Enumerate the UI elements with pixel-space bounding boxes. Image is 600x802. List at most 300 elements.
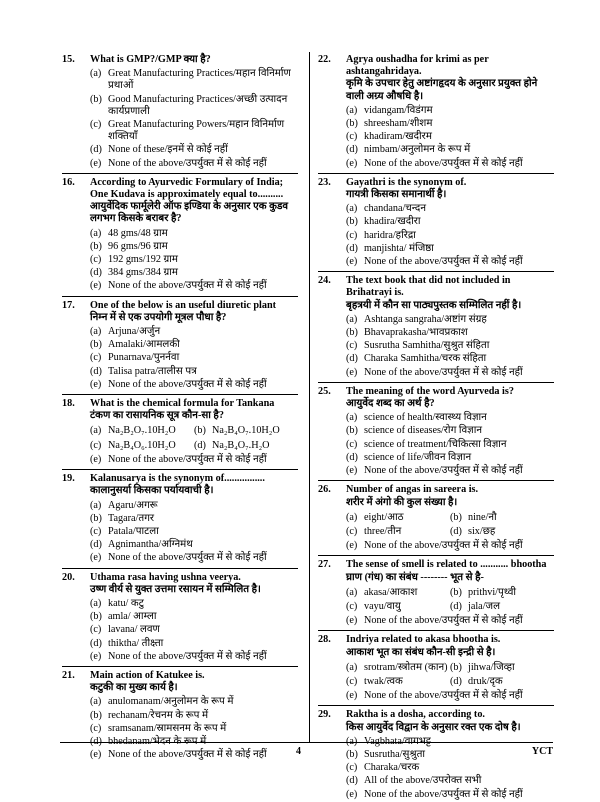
option-letter: (d) (450, 600, 462, 612)
question-number: 25. (318, 385, 331, 397)
question-text-line: What is GMP?/GMP क्या है? (90, 54, 211, 65)
question-separator (318, 271, 554, 272)
question-number: 29. (318, 709, 331, 721)
answer-option (90, 68, 298, 92)
option-letter: (b) (90, 93, 102, 105)
answer-option (450, 512, 554, 524)
option-text: None of the above/उपर्युक्त में से कोई नहीं (108, 280, 267, 292)
answer-option (346, 340, 554, 352)
option-text: Vagbhata/वागभट्ट (364, 735, 431, 747)
question-text-line: आयुर्वेद शब्द का अर्थ है? (346, 398, 435, 410)
question-number: 28. (318, 634, 331, 646)
question-text-line: What is the chemical formula for Tankana (90, 398, 275, 410)
answer-option (90, 598, 298, 610)
option-letter: (d) (346, 451, 358, 463)
option-text: None of the above/उपर्युक्त में से कोई नहीं (108, 378, 267, 390)
answer-option (346, 676, 450, 688)
option-letter: (a) (346, 735, 358, 747)
answer-option (346, 465, 554, 477)
answer-option (90, 339, 298, 351)
option-text: Susrutha/सुश्रुता (364, 748, 426, 760)
option-letter: (d) (450, 525, 462, 537)
question-text (346, 177, 554, 201)
question-text-line: Number of angas in sareera is. (346, 484, 479, 496)
options-list (90, 326, 298, 391)
option-letter: (b) (194, 425, 206, 437)
question-text-line: Gayathri is the synonym of. (346, 176, 467, 188)
question-text (346, 275, 554, 312)
option-letter: (e) (346, 690, 358, 702)
option-text: Great Manufacturing Practices/महान विनिर्माण प्रथाओं (108, 68, 291, 92)
option-text: chandana/चन्दन (364, 203, 426, 215)
option-letter: (a) (90, 597, 102, 609)
answer-option (346, 775, 554, 787)
option-text: Great Manufacturing Powers/महान विनिर्माण शक्तियाँ (108, 119, 285, 143)
question-item (62, 300, 298, 391)
option-letter: (b) (90, 512, 102, 524)
question-number: 17. (62, 299, 75, 311)
question-item (62, 54, 298, 170)
column-divider (309, 52, 310, 742)
option-text: vidangam/विडंगम (364, 104, 433, 116)
question-text-line: बृहत्रयी में कौन सा पाठ्यपुस्तक सम्मिलित नहीं है। (346, 299, 522, 311)
option-text: three/तीन (364, 525, 402, 537)
question-item (318, 484, 554, 552)
question-text (90, 54, 298, 66)
answer-option (346, 526, 450, 538)
options-list (90, 68, 298, 170)
option-letter: (a) (90, 326, 102, 338)
option-letter: (d) (90, 539, 102, 551)
answer-option (346, 327, 554, 339)
option-text: None of the above/उपर्युक्त में से कोई नहीं (108, 157, 267, 169)
answer-option (90, 611, 298, 623)
answer-option (450, 662, 554, 674)
answer-option (90, 651, 298, 663)
publisher-brand: YCT (531, 746, 553, 757)
option-text: None of the above/उपर्युक्त में से कोई नहीं (364, 788, 523, 800)
answer-option (90, 267, 298, 279)
option-text: None of the above/उपर्युक्त में से कोई नहीं (364, 690, 523, 702)
options-list (346, 736, 554, 801)
answer-option (346, 353, 554, 365)
question-separator (62, 296, 298, 297)
answer-option (90, 228, 298, 240)
option-letter: (b) (346, 748, 358, 760)
option-text: rechanam/रेचनम के रूप में (108, 709, 209, 721)
question-item (62, 670, 298, 761)
answer-option (90, 624, 298, 636)
option-letter: (d) (346, 775, 358, 787)
option-text: nine/नौ (468, 511, 497, 523)
option-text: Na₂B₄O₇.10H₂O (212, 425, 280, 437)
option-text: druk/दृक (468, 675, 503, 687)
option-letter: (a) (346, 203, 358, 215)
option-letter: (c) (90, 119, 102, 131)
option-text: thiktha/ तीक्ष्ता (108, 637, 164, 649)
answer-option (346, 314, 554, 326)
option-text: None of the above/उपर्युक्त में से कोई नहीं (108, 453, 267, 465)
options-list (90, 228, 298, 293)
question-separator (318, 480, 554, 481)
question-text-line: किस आयुर्वेद विद्वान के अनुसार रक्त एक दोष है। (346, 721, 521, 733)
option-text: nimbam/अनुलोमन के रूप में (364, 144, 471, 156)
question-text (346, 634, 554, 658)
answer-option (90, 513, 298, 525)
option-letter: (e) (90, 453, 102, 465)
option-letter: (b) (450, 661, 462, 673)
question-separator (62, 469, 298, 470)
question-text-line: Raktha is a dosha, according to. (346, 709, 485, 721)
option-letter: (c) (90, 722, 102, 734)
option-text: vayu/वायु (364, 600, 401, 612)
options-row (346, 525, 554, 539)
question-text-line: कटुकी का मुख्य कार्य है। (90, 682, 178, 694)
right-column (318, 54, 554, 802)
option-letter: (a) (90, 499, 102, 511)
answer-option (346, 662, 450, 674)
question-number: 26. (318, 484, 331, 496)
question-text-line: According to Ayurvedic Formulary of India; One Kudava is approximately equal to.......... (90, 176, 284, 201)
answer-option (90, 539, 298, 551)
answer-option (346, 216, 554, 228)
answer-option (346, 587, 450, 599)
answer-option (90, 526, 298, 538)
question-text-line: शरीर में अंगो की कुल संख्या है। (346, 496, 458, 508)
option-letter: (c) (346, 131, 358, 143)
option-text: None of these/इनमें से कोई नहीं (108, 144, 228, 156)
question-item (318, 559, 554, 627)
question-page (60, 52, 553, 800)
answer-option (90, 710, 298, 722)
question-number: 16. (62, 176, 75, 188)
answer-option (90, 326, 298, 338)
options-row (346, 600, 554, 614)
option-letter: (d) (90, 267, 102, 279)
option-text: None of the above/उपर्युक्त में से कोई नहीं (108, 552, 267, 564)
option-letter: (a) (346, 104, 358, 116)
options-row (346, 661, 554, 675)
option-text: 96 gms/96 ग्राम (108, 240, 168, 252)
option-letter: (e) (90, 280, 102, 292)
option-text: Good Manufacturing Practices/अच्छी उत्पादन कार्यप्रणाली (108, 93, 288, 117)
option-text: Bhavaprakasha/भावप्रकाश (364, 327, 468, 339)
options-row (90, 439, 298, 453)
option-text: Amalaki/आमलकी (108, 339, 180, 351)
options-list (346, 203, 554, 268)
question-item (62, 398, 298, 466)
footer-rule (60, 742, 553, 743)
option-letter: (a) (90, 68, 102, 80)
question-item (318, 54, 554, 170)
answer-option (346, 512, 450, 524)
option-text: science of health/स्वास्थ्य विज्ञान (364, 412, 487, 424)
option-letter: (c) (346, 762, 358, 774)
question-number: 19. (62, 473, 75, 485)
option-letter: (d) (346, 353, 358, 365)
question-text (90, 177, 298, 226)
option-text: Agaru/अगरू (108, 499, 158, 511)
answer-option (90, 280, 298, 292)
options-list (90, 696, 298, 761)
option-letter: (e) (346, 256, 358, 268)
option-letter: (a) (346, 412, 358, 424)
options-list (346, 105, 554, 170)
option-letter: (a) (346, 586, 358, 598)
question-text-line: टंकण का रासायनिक सूत्र कौन-सा है? (90, 410, 224, 422)
option-text: None of the above/उपर्युक्त में से कोई नहीं (364, 256, 523, 268)
answer-option (346, 158, 554, 170)
option-letter: (b) (346, 327, 358, 339)
answer-option (90, 425, 194, 437)
option-letter: (c) (346, 229, 358, 241)
question-item (318, 386, 554, 477)
answer-option (450, 526, 554, 538)
option-text: Na₂B₄O₆.10H₂O (108, 439, 176, 451)
answer-option (346, 690, 554, 702)
option-text: six/छह (468, 525, 496, 537)
question-text-line: The text book that did not included in Brihatrayi is. (346, 275, 511, 299)
option-text: Patala/पाटला (108, 525, 159, 537)
answer-option (90, 723, 298, 735)
answer-option (346, 105, 554, 117)
option-letter: (b) (90, 709, 102, 721)
options-row (346, 586, 554, 600)
option-text: manjishta/ मंजिष्ठा (364, 242, 434, 254)
option-text: 384 gms/384 ग्राम (108, 267, 178, 279)
option-text: haridra/हरिद्रा (364, 229, 416, 241)
question-number: 24. (318, 275, 331, 287)
question-text-line: आयुर्वेदिक फार्मूलेरी ऑफ इण्डिया के अनुसार एक कुडव लगभग किसके बराबर है? (90, 201, 289, 225)
question-separator (318, 705, 554, 706)
answer-option (346, 615, 554, 627)
option-text: Ashtanga sangraha/अष्टांग संग्रह (364, 313, 487, 325)
question-text (346, 484, 554, 508)
options-row (346, 511, 554, 525)
question-separator (318, 173, 554, 174)
question-number: 18. (62, 398, 75, 410)
options-row (346, 675, 554, 689)
option-text: Arjuna/अर्जुन (108, 326, 161, 338)
question-item (318, 275, 554, 379)
answer-option (346, 243, 554, 255)
option-letter: (b) (450, 511, 462, 523)
question-separator (318, 555, 554, 556)
question-text-line: कृमि के उपचार हेतु अष्टांगहृदय के अनुसार प्रयुक्त होने वाली अग्र्य औषधि है। (346, 78, 538, 102)
question-item (62, 572, 298, 663)
question-number: 23. (318, 176, 331, 188)
option-text: science of treatment/चिकित्सा विज्ञान (364, 438, 507, 450)
option-letter: (a) (90, 696, 102, 708)
option-letter: (a) (90, 425, 102, 437)
question-text (346, 54, 554, 103)
answer-option (346, 601, 450, 613)
answer-option (346, 412, 554, 424)
question-text (346, 559, 554, 583)
option-letter: (c) (90, 439, 102, 451)
option-text: shreesham/शीशम (364, 118, 433, 130)
option-text: srotram/स्त्रोतम (कान) (364, 661, 448, 673)
question-text-line: Indriya related to akasa bhootha is. (346, 634, 501, 646)
answer-option (450, 587, 554, 599)
question-text (90, 572, 298, 596)
option-letter: (d) (194, 439, 206, 451)
option-text: eight/आठ (364, 511, 404, 523)
answer-option (90, 94, 298, 118)
question-text-line: One of the below is an useful diuretic plant (90, 299, 277, 311)
answer-option (346, 118, 554, 130)
option-text: Na₂B₂O₇.10H₂O (108, 425, 176, 437)
option-text: None of the above/उपर्युक्त में से कोई नहीं (364, 540, 523, 552)
page-number: 4 (296, 746, 301, 757)
option-letter: (b) (346, 118, 358, 130)
option-text: science of life/जीवन विज्ञान (364, 451, 472, 463)
question-separator (318, 630, 554, 631)
answer-option (450, 601, 554, 613)
answer-option (90, 366, 298, 378)
question-text (90, 473, 298, 497)
question-text-line: उष्ण वीर्य से युक्त उत्तमा रसायन में सम्मिलित है। (90, 583, 261, 595)
answer-option (450, 676, 554, 688)
question-text-line: Agrya oushadha for krimi as per ashtangahridaya. (346, 54, 489, 78)
answer-option (90, 352, 298, 364)
option-text: amla/ आम्ला (108, 611, 157, 623)
answer-option (90, 440, 194, 452)
option-text: twak/त्वक (364, 675, 403, 687)
answer-option (346, 203, 554, 215)
option-letter: (d) (450, 675, 462, 687)
answer-option (90, 454, 298, 466)
option-text: khadiram/खदीरम (364, 131, 432, 143)
options-list (346, 511, 554, 553)
question-item (318, 634, 554, 702)
option-letter: (e) (346, 465, 358, 477)
option-letter: (c) (90, 254, 102, 266)
question-text-line: The meaning of the word Ayurveda is? (346, 385, 514, 397)
question-item (318, 709, 554, 800)
question-number: 27. (318, 559, 331, 571)
answer-option (90, 241, 298, 253)
question-item (62, 473, 298, 564)
question-text-line: आकाश भूत का संबंध कौन-सी इन्द्री से है। (346, 646, 496, 658)
question-number: 15. (62, 54, 75, 65)
option-letter: (b) (90, 611, 102, 623)
option-letter: (a) (346, 313, 358, 325)
option-letter: (d) (90, 365, 102, 377)
answer-option (346, 131, 554, 143)
option-letter: (e) (346, 366, 358, 378)
option-text: None of the above/उपर्युक्त में से कोई नहीं (364, 465, 523, 477)
question-text-line: गायत्री किसका समानार्थी है। (346, 189, 447, 201)
option-letter: (e) (90, 157, 102, 169)
option-text: 48 gms/48 ग्राम (108, 227, 168, 239)
answer-option (346, 144, 554, 156)
option-letter: (e) (90, 650, 102, 662)
option-text: science of diseases/रोग विज्ञान (364, 425, 482, 437)
answer-option (346, 230, 554, 242)
answer-option (90, 144, 298, 156)
answer-option (346, 367, 554, 379)
answer-option (346, 256, 554, 268)
option-letter: (c) (346, 525, 358, 537)
option-letter: (e) (90, 378, 102, 390)
option-text: None of the above/उपर्युक्त में से कोई नहीं (364, 157, 523, 169)
question-separator (62, 394, 298, 395)
option-text: None of the above/उपर्युक्त में से कोई नहीं (364, 615, 523, 627)
option-letter: (a) (346, 511, 358, 523)
option-text: Susrutha Samhitha/सुश्रुत संहिता (364, 340, 490, 352)
option-text: lavana/ लवण (108, 624, 160, 636)
question-text-line: Main action of Katukee is. (90, 669, 205, 681)
question-text (90, 398, 298, 422)
option-text: Tagara/तगर (108, 512, 155, 524)
answer-option (346, 540, 554, 552)
question-text-line: The sense of smell is related to ........... bhootha (346, 559, 547, 571)
option-letter: (b) (346, 425, 358, 437)
question-text (90, 300, 298, 324)
option-text: khadira/खदीरा (364, 216, 421, 228)
option-text: bhedanam/भेदन के रूप में (108, 735, 207, 747)
options-list (346, 586, 554, 628)
option-text: katu/ कटु (108, 597, 144, 609)
option-text: None of the above/उपर्युक्त में से कोई नहीं (108, 650, 267, 662)
option-text: Charaka/चरक (364, 762, 420, 774)
option-text: jala/जल (468, 600, 501, 612)
option-letter: (c) (346, 340, 358, 352)
question-text (346, 386, 554, 410)
option-letter: (d) (90, 637, 102, 649)
question-text-line: कालानुसर्या किसका पर्यायवाची है। (90, 485, 214, 497)
option-letter: (e) (346, 615, 358, 627)
question-text-line: Kalanusarya is the synonym of................ (90, 473, 265, 485)
question-separator (62, 568, 298, 569)
answer-option (346, 749, 554, 761)
options-list (346, 314, 554, 379)
option-text: Na₂B₄O₇.H₂O (212, 439, 270, 451)
options-list (90, 500, 298, 565)
option-letter: (d) (90, 735, 102, 747)
answer-option (90, 254, 298, 266)
option-letter: (d) (90, 144, 102, 156)
option-letter: (c) (90, 624, 102, 636)
options-list (90, 598, 298, 663)
question-separator (62, 666, 298, 667)
option-letter: (e) (346, 157, 358, 169)
answer-option (90, 119, 298, 143)
answer-option (346, 425, 554, 437)
answer-option (90, 552, 298, 564)
option-text: All of the above/उपरोक्त सभी (364, 775, 482, 787)
option-text: None of the above/उपर्युक्त में से कोई नहीं (364, 366, 523, 378)
options-list (90, 424, 298, 466)
option-text: Punarnava/पुनर्नवा (108, 352, 180, 364)
option-letter: (b) (90, 240, 102, 252)
question-text-line: घ्राण (गंध) का संबंध -------- भूत से है- (346, 571, 484, 583)
option-letter: (e) (346, 788, 358, 800)
answer-option (346, 789, 554, 801)
question-number: 21. (62, 669, 75, 681)
option-text: 192 gms/192 ग्राम (108, 254, 178, 266)
answer-option (90, 158, 298, 170)
option-letter: (c) (90, 525, 102, 537)
option-letter: (d) (346, 242, 358, 254)
answer-option (346, 762, 554, 774)
option-text: akasa/आकाश (364, 586, 418, 598)
option-letter: (a) (90, 227, 102, 239)
answer-option (90, 696, 298, 708)
option-text: Agnimantha/अग्निमंथ (108, 539, 193, 551)
answer-option (90, 379, 298, 391)
